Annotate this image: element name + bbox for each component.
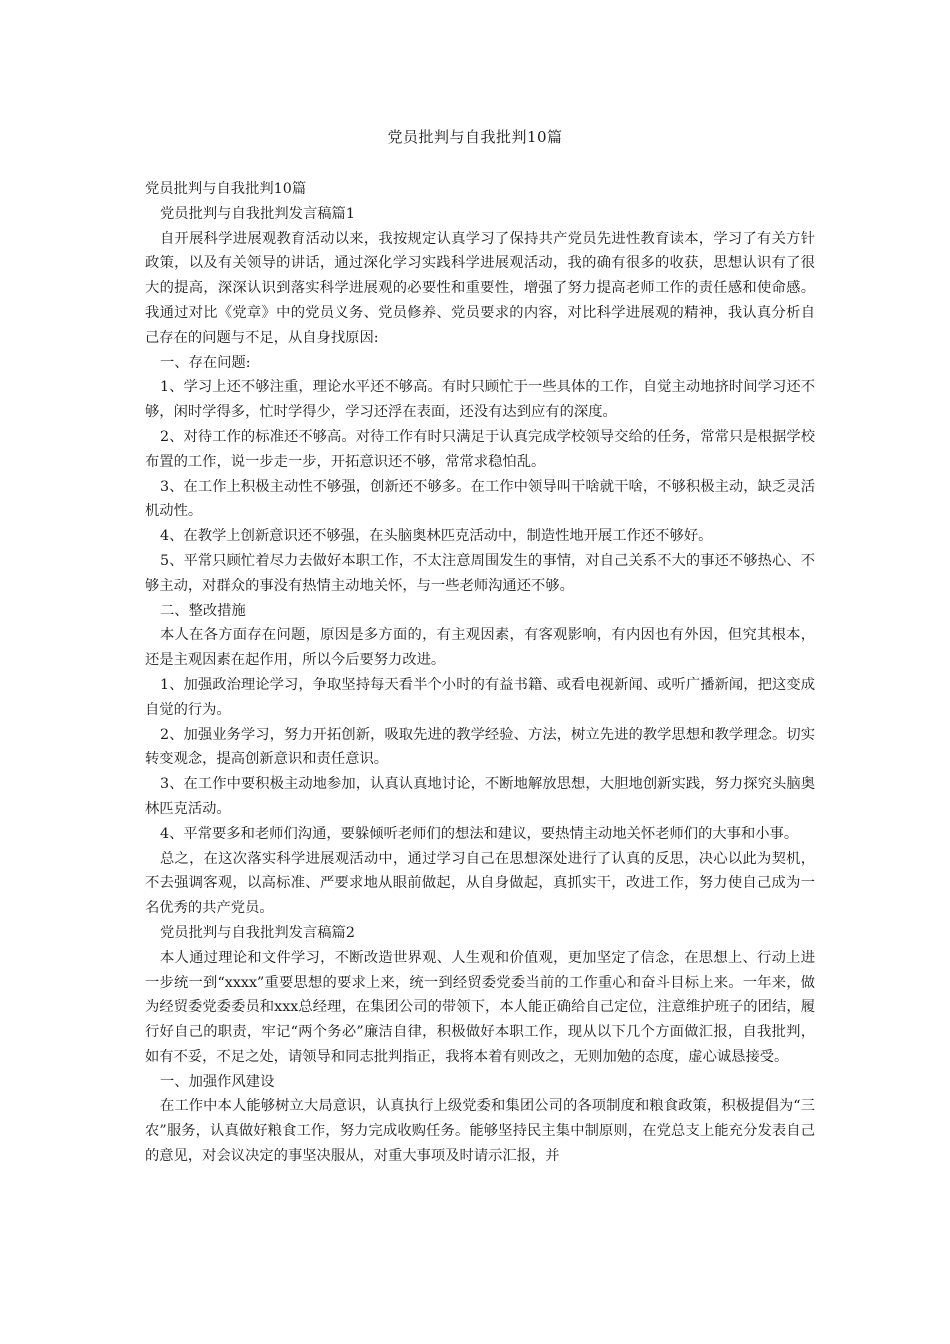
paragraph: 党员批判与自我批判发言稿篇1 xyxy=(160,205,355,222)
paragraph: 在工作中本人能够树立大局意识，认真执行上级党委和集团公司的各项制度和粮食政策，积极提倡为“三农”服务，认真做好粮食工作，努力完成收购任务。能够坚持民主集中制原则，在党总支上能充分发表自己的意见，对会议决定的事坚决服从，对重大事项及时请示汇报，并 xyxy=(145,1098,815,1165)
paragraph: 5、平常只顾忙着尽力去做好本职工作，不太注意周围发生的事情，对自己关系不大的事还不够热心、不够主动，对群众的事没有热情主动地关怀，与一些老师沟通还不够。 xyxy=(145,552,815,594)
paragraph: 党员批判与自我批判发言稿篇2 xyxy=(160,924,355,941)
paragraph: 二、整改措施 xyxy=(160,602,246,619)
paragraph: 1、学习上还不够注重，理论水平还不够高。有时只顾忙于一些具体的工作，自觉主动地挤时间学习还不够，闲时学得多，忙时学得少，学习还浮在表面，还没有达到应有的深度。 xyxy=(145,379,815,421)
paragraph: 本人通过理论和文件学习，不断改造世界观、人生观和价值观，更加坚定了信念，在思想上、行动上进一步统一到“xxxx”重要思想的要求上来，统一到经贸委党委当前的工作重心和奋斗目标上来。一年来，做为经贸委党委委员和xxx总经理，在集团公司的带领下，本人能正确给自己定位，注意维护班子的团结，履行好自己的职责，牢记“两个务必”廉洁自律，积极做好本职工作，现从以下几个方面做汇报，自我批判，如有不妥，不足之处，请领导和同志批判指正，我将本着有则改之，无则加勉的态度，虚心诚恳接受。 xyxy=(145,949,815,1065)
paragraph: 3、在工作上积极主动性不够强，创新还不够多。在工作中领导叫干啥就干啥，不够积极主动，缺乏灵活机动性。 xyxy=(145,478,815,520)
paragraph: 总之，在这次落实科学进展观活动中，通过学习自己在思想深处进行了认真的反思，决心以此为契机，不去强调客观，以高标准、严要求地从眼前做起，从自身做起，真抓实干，改进工作，努力使自己成为一名优秀的共产党员。 xyxy=(145,850,815,917)
paragraph: 4、在教学上创新意识还不够强，在头脑奥林匹克活动中，制造性地开展工作还不够好。 xyxy=(160,528,713,545)
paragraph: 自开展科学进展观教育活动以来，我按规定认真学习了保持共产党员先进性教育读本，学习了有关方针政策，以及有关领导的讲话，通过深化学习实践科学进展观活动，我的确有很多的收获，思想认识有了很大的提高，深深认识到落实科学进展观的必要性和重要性，增强了努力提高老师工作的责任感和使命感。我通过对比《党章》中的党员义务、党员修养、党员要求的内容，对比科学进展观的精神，我认真分析自己存在的问题与不足，从自身找原因: xyxy=(145,230,815,346)
paragraph: 3、在工作中要积极主动地参加，认真认真地讨论，不断地解放思想，大胆地创新实践，努力探究头脑奥林匹克活动。 xyxy=(145,776,815,817)
paragraph: 1、加强政治理论学习，争取坚持每天看半个小时的有益书籍、或看电视新闻、或听广播新闻，把这变成自觉的行为。 xyxy=(145,676,815,718)
document-body xyxy=(145,177,815,1169)
paragraph: 一、存在问题: xyxy=(160,354,251,371)
paragraph: 一、加强作风建设 xyxy=(160,1073,275,1090)
paragraph: 2、对待工作的标准还不够高。对待工作有时只满足于认真完成学校领导交给的任务，常常只是根据学校布置的工作，说一步走一步，开拓意识还不够，常常求稳怕乱。 xyxy=(145,428,815,470)
paragraph: 2、加强业务学习，努力开拓创新，吸取先进的教学经验、方法，树立先进的教学思想和教学理念。切实转变观念，提高创新意识和责任意识。 xyxy=(145,726,815,768)
paragraph: 党员批判与自我批判10篇 xyxy=(145,181,307,197)
document-title: 党员批判与自我批判10篇 xyxy=(387,128,563,146)
paragraph: 本人在各方面存在问题，原因是多方面的，有主观因素，有客观影响，有内因也有外因，但究其根本，还是主观因素在起作用，所以今后要努力改进。 xyxy=(145,627,815,669)
paragraph: 4、平常要多和老师们沟通，要躲倾听老师们的想法和建议，要热情主动地关怀老师们的大事和小事。 xyxy=(160,825,799,842)
